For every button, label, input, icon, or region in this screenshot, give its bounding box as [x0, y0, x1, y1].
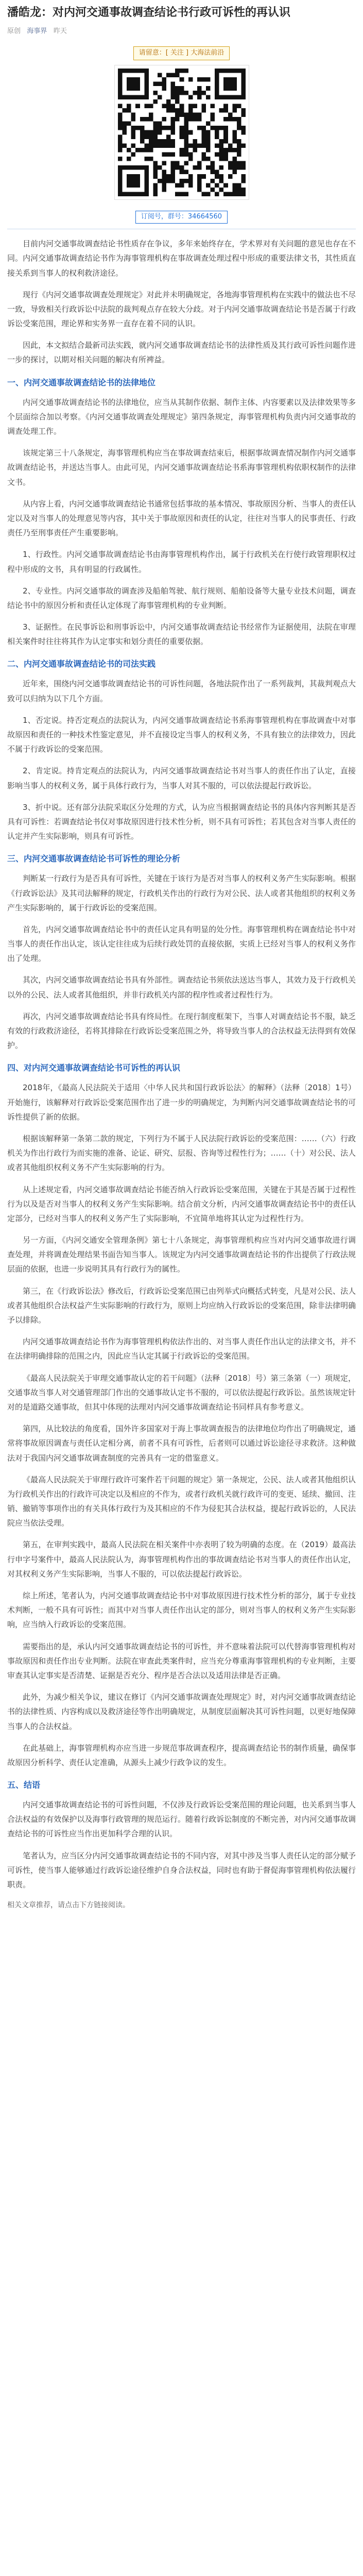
paragraph: 1、行政性。内河交通事故调查结论书由海事管理机构作出，属于行政机关在行使行政管理职权过程中形成的文书，具有明显的行政属性。 [7, 550, 356, 574]
article-body [7, 236, 356, 1892]
paragraph: 2、专业性。内河交通事故的调查涉及船舶驾驶、航行规则、船舶设备等大量专业技术问题，调查结论书中的原因分析和责任认定体现了海事管理机构的专业判断。 [7, 586, 356, 610]
paragraph: 另一方面，《内河交通安全管理条例》第七十八条规定，海事管理机构应当对内河交通事故进行调查处理，并将调查处理结果书面告知当事人。该规定为内河交通事故调查结论书的作出提供了行政法规层面的依据，也进一步说明其具有行政行为的属性。 [7, 1235, 356, 1274]
paragraph: 内河交通事故调查结论书的法律地位，应当从其制作依据、制作主体、内容要素以及法律效果等多个层面综合加以考察。《内河交通事故调查处理规定》第四条规定，海事管理机构负责内河交通事故的调查处理工作。 [7, 397, 356, 436]
meta-source: 原创 [7, 27, 21, 35]
qr-code-container [7, 65, 356, 204]
paragraph: 《最高人民法院关于审理行政许可案件若干问题的规定》第一条规定，公民、法人或者其他组织认为行政机关作出的行政许可决定以及相应的不作为，或者行政机关就行政许可的变更、延续、撤回、注销、撤销等事项作出的有关具体行政行为及其相应的不作为侵犯其合法权益，提起行政诉讼的，人民法院应当依法受理。 [7, 1475, 356, 1528]
paragraph: 从上述规定看，内河交通事故调查结论书能否纳入行政诉讼受案范围，关键在于其是否属于过程性行为以及是否对当事人的权利义务产生实际影响。结合前文分析，内河交通事故调查结论书中的责任认定部分，已经对当事人的权利义务产生了实际影响，不宜简单地将其认定为过程性行为。 [7, 1184, 356, 1223]
paragraph: 综上所述，笔者认为，内河交通事故调查结论书中对事故原因进行技术性分析的部分，属于专业技术判断，一般不具有可诉性；而其中对当事人责任作出认定的部分，则对当事人的权利义务产生实际影响，应当纳入行政诉讼的受案范围。 [7, 1591, 356, 1630]
paragraph: 在此基础上，海事管理机构亦应当进一步规范事故调查程序，提高调查结论书的制作质量，确保事故原因分析科学、责任认定准确，从源头上减少行政争议的发生。 [7, 1743, 356, 1767]
meta-author[interactable]: 海事界 [27, 27, 47, 35]
paragraph: 笔者认为，应当区分内河交通事故调查结论书的不同内容，对其中涉及当事人责任认定的部分赋予可诉性，使当事人能够通过行政诉讼途径维护自身合法权益，同时也有助于督促海事管理机构依法履行职责。 [7, 1851, 356, 1890]
paragraph: 第四，从比较法的角度看，国外许多国家对于海上事故调查报告的法律地位均作出了明确规定，通常将事故原因调查与责任认定相分离，前者不具有可诉性，后者则可以通过诉讼途径寻求救济。这种做法对于我国内河交通事故调查制度的完善具有一定的借鉴意义。 [7, 1424, 356, 1463]
footer-note: 相关文章推荐，请点击下方链接阅读。 [7, 1901, 130, 1910]
article-title: 潘皓龙：对内河交通事故调查结论书行政可诉性的再认识 [7, 6, 291, 19]
paragraph: 其次，内河交通事故调查结论书具有外部性。调查结论书须依法送达当事人，其效力及于行政机关以外的公民、法人或者其他组织，并非行政机关内部的程序性或者过程性行为。 [7, 975, 356, 999]
paragraph: 需要指出的是，承认内河交通事故调查结论书的可诉性，并不意味着法院可以代替海事管理机构对事故原因和责任作出专业判断。法院在审查此类案件时，应当充分尊重海事管理机构的专业判断，主要审查其认定事实是否清楚、证据是否充分、程序是否合法以及适用法律是否正确。 [7, 1641, 356, 1680]
paragraph: 现行《内河交通事故调查处理规定》对此并未明确规定，各地海事管理机构在实践中的做法也不尽一致，导致相关行政诉讼中法院的裁判观点存在较大分歧。对于内河交通事故调查结论书是否属于行政诉讼受案范围，理论界和实务界一直存在着不同的认识。 [7, 290, 356, 329]
paragraph: 内河交通事故调查结论书的可诉性问题，不仅涉及行政诉讼受案范围的理论问题，也关系到当事人合法权益的有效保护以及海事行政管理的规范运行。随着行政诉讼制度的不断完善，对内河交通事故调查结论书的可诉性应当作出更加科学合理的认识。 [7, 1800, 356, 1839]
section-heading: 五、结语 [7, 1780, 41, 1790]
paragraph: 再次，内河交通事故调查结论书具有终局性。在现行制度框架下，当事人对调查结论书不服，缺乏有效的行政救济途径，若将其排除在行政诉讼受案范围之外，将导致当事人的合法权益无法得到有效保护。 [7, 1011, 356, 1050]
paragraph: 从内容上看，内河交通事故调查结论书通常包括事故的基本情况、事故原因分析、当事人的责任认定以及对当事人的处理意见等内容，其中关于事故原因和责任的认定，往往对当事人的民事责任、行政责任乃至刑事责任产生重要影响。 [7, 499, 356, 538]
paragraph: 内河交通事故调查结论书作为海事管理机构依法作出的、对当事人责任作出认定的法律文书，并不在法律明确排除的范围之内，因此应当认定其属于行政诉讼的受案范围。 [7, 1337, 356, 1361]
paragraph: 2、肯定说。持肯定观点的法院认为，内河交通事故调查结论书对当事人的责任作出了认定，直接影响当事人的权利义务，属于具体行政行为，当事人对其不服的，可以依法提起行政诉讼。 [7, 766, 356, 790]
meta-date: 昨天 [53, 27, 67, 35]
paragraph: 1、否定说。持否定观点的法院认为，内河交通事故调查结论书系海事管理机构在事故调查中对事故原因和责任的一种技术性鉴定意见，并不直接设定当事人的权利义务，不具有独立的法律效力，因此不属于行政诉讼的受案范围。 [7, 715, 356, 754]
qr-code-icon [115, 65, 249, 199]
paragraph: 目前内河交通事故调查结论书性质存在争议，多年来始终存在，学术界对有关问题的意见也存在不同。内河交通事故调查结论书作为海事管理机构在事故调查处理过程中形成的重要法律文书，其性质直接关系到当事人的权利救济途径。 [7, 239, 356, 278]
paragraph: 2018年，《最高人民法院关于适用〈中华人民共和国行政诉讼法〉的解释》（法释〔2018〕1号）开始施行，该解释对行政诉讼受案范围作出了进一步的明确规定，为判断内河交通事故调查结论书的可诉性提供了新的依据。 [7, 1083, 356, 1122]
paragraph: 3、折中说。还有部分法院采取区分处理的方式，认为应当根据调查结论书的具体内容判断其是否具有可诉性：若调查结论书仅对事故原因进行技术性分析，则不具有可诉性；若其包含对当事人责任的认定并产生实际影响，则具有可诉性。 [7, 802, 356, 841]
paragraph: 该规定第三十八条规定，海事管理机构应当在事故调查结束后，根据事故调查情况制作内河交通事故调查结论书，并送达当事人。由此可见，内河交通事故调查结论书系海事管理机构依职权制作的法律文书。 [7, 448, 356, 487]
wechat-info [7, 208, 356, 224]
paragraph: 根据该解释第一条第二款的规定，下列行为不属于人民法院行政诉讼的受案范围：……（六）行政机关为作出行政行为而实施的准备、论证、研究、层报、咨询等过程性行为；……（十）对公民、法人或者其他组织权利义务不产生实际影响的行为。 [7, 1133, 356, 1173]
promo-banner [7, 44, 356, 60]
section-heading: 三、内河交通事故调查结论书可诉性的理论分析 [7, 854, 181, 864]
promo-tag[interactable]: 请留意：[ 关注 ] 大海法前沿 [133, 46, 230, 60]
section-heading: 一、内河交通事故调查结论书的法律地位 [7, 377, 156, 387]
wechat-id: 订阅号，群号：34664560 [135, 211, 228, 224]
paragraph: 《最高人民法院关于审理交通事故认定的若干问题》（法释〔2018〕号）第三条第（一）项规定，交通事故当事人对交通管理部门作出的交通事故认定书不服的，可以依法提起行政诉讼。虽然该规定针对的是道路交通事故，但其中体现的法理对内河交通事故调查结论书同样具有参考意义。 [7, 1373, 356, 1412]
section-heading: 四、对内河交通事故调查结论书可诉性的再认识 [7, 1063, 181, 1073]
paragraph: 第五，在审判实践中，最高人民法院在相关案件中亦表明了较为明确的态度。在（2019）最高法行申字号案件中，最高人民法院认为，海事管理机构作出的事故调查结论书对当事人的责任作出认定，对其权利义务产生实际影响，当事人不服的，可以依法提起行政诉讼。 [7, 1540, 356, 1579]
article-meta [7, 25, 356, 38]
paragraph: 3、证据性。在民事诉讼和刑事诉讼中，内河交通事故调查结论书经常作为证据使用，法院在审理相关案件时往往将其作为认定事实和划分责任的重要依据。 [7, 622, 356, 647]
paragraph: 因此，本文拟结合最新司法实践，就内河交通事故调查结论书的法律性质及其行政可诉性问题作进一步的探讨，以期对相关问题的解决有所裨益。 [7, 341, 356, 365]
paragraph: 此外，为减少相关争议，建议在修订《内河交通事故调查处理规定》时，对内河交通事故调查结论书的法律性质、内容构成以及救济途径等作出明确规定，从制度层面解决其可诉性问题，以更好地保障当事人的合法权益。 [7, 1692, 356, 1731]
paragraph: 近年来，围绕内河交通事故调查结论书的可诉性问题，各地法院作出了一系列裁判，其裁判观点大致可以归纳为以下几个方面。 [7, 679, 356, 703]
section-heading: 二、内河交通事故调查结论书的司法实践 [7, 659, 156, 669]
paragraph: 第三，在《行政诉讼法》修改后，行政诉讼受案范围已由列举式向概括式转变，凡是对公民、法人或者其他组织合法权益产生实际影响的行政行为，原则上均应纳入行政诉讼的受案范围，除非法律明确予以排除。 [7, 1286, 356, 1325]
paragraph: 判断某一行政行为是否具有可诉性，关键在于该行为是否对当事人的权利义务产生实际影响。根据《行政诉讼法》及其司法解释的规定，行政机关作出的行政行为对公民、法人或者其他组织的权利义务产生实际影响的，属于行政诉讼的受案范围。 [7, 874, 356, 912]
paragraph: 首先，内河交通事故调查结论书中的责任认定具有明显的处分性。海事管理机构在调查结论书中对当事人的责任作出认定，该认定往往成为后续行政处罚的直接依据，实质上已经对当事人的权利义务作出了处理。 [7, 924, 356, 963]
